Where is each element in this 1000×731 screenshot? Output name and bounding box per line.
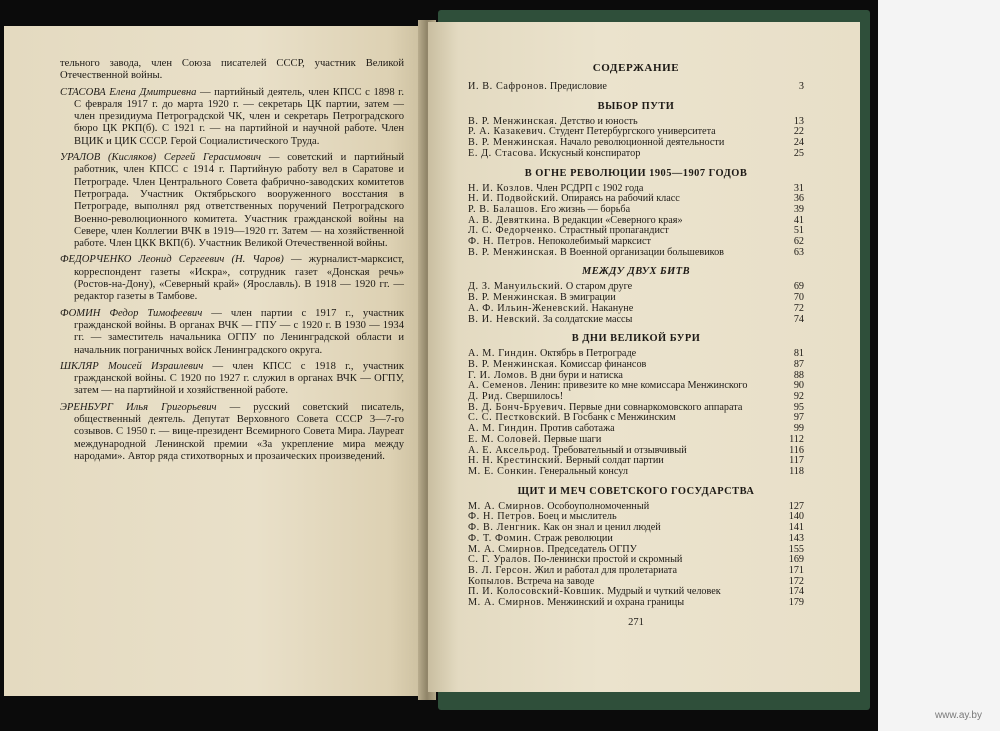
toc-entry-title: Требовательный и отзывчивый — [552, 444, 687, 456]
toc-entry-author: Д. Рид. — [468, 391, 504, 403]
toc-entry-page: 155 — [788, 543, 804, 555]
toc-entry-page: 31 — [793, 182, 804, 194]
biography-name: ФЕДОРЧЕНКО Леонид Сергеевич (Н. Чаров) — [60, 254, 284, 266]
toc-entry-title: Первые шаги — [543, 433, 602, 445]
biography-text: — русский советский писатель, общественный деятель. Депутат Верховного Совета СССР 3—7-го созывов. С 1950 г. — вице-президент Всемирного Совета Мира. Лауреат международной Ленинской премии «За укрепление мира между народами». Автор ряда стихотворных и прозаических произведений. — [74, 401, 404, 462]
toc-entry-title: Как он знал и ценил людей — [543, 522, 661, 534]
toc-entry-author: Ф. Т. Фомин. — [468, 532, 532, 544]
toc-entry-title: Начало революционной деятельности — [560, 137, 725, 149]
toc-entry-author: Копылов. — [468, 575, 515, 587]
toc-entry-title: За солдатские массы — [542, 313, 633, 325]
toc-entry-author: Г. И. Ломов. — [468, 369, 528, 381]
toc-entry-author: А. В. Девяткина. — [468, 214, 551, 226]
biography-entry — [60, 401, 404, 463]
biography-text: — член партии с 1917 г., участник гражданской войны. В органах ВЧК — ГПУ — с 1920 г. В 1930 — 1934 гг. — заместитель начальника ОГПУ по Ленинградской области и начальник пограничных войск Ленинградского округа. — [74, 307, 405, 356]
toc-entry-page: 95 — [793, 401, 804, 413]
toc-entry-page: 81 — [793, 348, 804, 360]
toc-entry-page: 13 — [793, 115, 804, 127]
toc-entry-title: Боец и мыслитель — [537, 511, 617, 523]
toc-entry-title: Октябрь в Петрограде — [540, 348, 637, 360]
toc-entry-page: 22 — [793, 126, 804, 138]
toc-entry-title: Искусный конспиратор — [539, 147, 641, 159]
toc-entry-author: Е. Д. Стасова. — [468, 147, 537, 159]
toc-entry-title: Свершилось! — [505, 391, 564, 403]
toc-entry-page: 63 — [793, 246, 804, 258]
toc-sections — [468, 101, 804, 609]
toc-entry-author: Н. Н. Крестинский. — [468, 455, 564, 467]
left-page — [4, 26, 424, 696]
toc-entry-author: М. А. Смирнов. — [468, 543, 545, 555]
toc-entry-page: 87 — [793, 358, 804, 370]
toc-entry-page: 116 — [789, 444, 804, 456]
toc-entry-author: Л. С. Федорченко. — [468, 225, 557, 237]
toc-entry-page: 143 — [788, 532, 804, 544]
toc-entry-page: 72 — [793, 302, 804, 314]
toc-entry-author: В. Р. Менжинская. — [468, 292, 558, 304]
toc-entry-page: 51 — [793, 225, 804, 237]
toc-entry-author: В. Р. Менжинская. — [468, 358, 558, 370]
toc-entry-title: Генеральный консул — [539, 465, 628, 477]
toc-entry-page: 174 — [788, 586, 804, 598]
toc-entry-page: 171 — [788, 564, 804, 576]
toc-entry-page: 118 — [789, 465, 804, 477]
toc-entry-page: 74 — [793, 313, 804, 325]
watermark: www.ay.by — [934, 710, 982, 721]
page-number: 271 — [628, 616, 644, 628]
toc-entry-title: Член РСДРП с 1902 года — [536, 182, 644, 194]
toc-entry-title: Непоколебимый марксист — [537, 236, 651, 248]
toc-entry-author: А. М. Гиндин. — [468, 423, 538, 435]
toc-entry-title: Председатель ОГПУ — [547, 543, 637, 555]
toc-entry-page: 169 — [788, 554, 804, 566]
toc-entry-title: Менжинский и охрана границы — [547, 597, 685, 609]
toc-entry-author: Ф. В. Ленгник. — [468, 522, 541, 534]
toc-entry-title: О старом друге — [565, 281, 633, 293]
biography-text: — журналист-марксист, корреспондент газеты «Искра», сотрудник газет «Донская речь» (Ростов-на-Дону), «Северный край» (Ярославль). В 1918 — 1920 гг. — редактор газеты в Тамбове. — [74, 254, 404, 303]
toc-entry-text — [468, 467, 780, 478]
right-page — [428, 22, 860, 692]
toc-entry-author: М. А. Смирнов. — [468, 597, 545, 609]
biography-text: — советский и партийный работник, член КПСС с 1914 г. Партийную работу вел в Саратове и Петрограде. Член Центрального Совета фабрично-заводских комитетов Петрограда. Участник Октябрьского вооруженного восстания в Петрограде, выполнял ряд ответственных поручений Петроградского Военно-революционного комитета. Участник гражданской войны на Севере, член Коллегии ВЧК в 1919—1920 гг. Затем — на хозяйственной работе. Член ЦКК ВКП(б). Участник Великой Отечественной войны. — [74, 152, 405, 250]
toc-entry-title: В Госбанк с Менжинским — [563, 412, 676, 424]
toc-entry-page: 97 — [793, 412, 804, 424]
toc-entry-title: Студент Петербургского университета — [548, 126, 716, 138]
toc-entry-author: А. Семенов. — [468, 380, 528, 392]
biography-name: ЭРЕНБУРГ Илья Григорьевич — [60, 401, 217, 413]
toc-section-title: МЕЖДУ ДВУХ БИТВ — [582, 266, 690, 278]
toc-entry-author: М. Е. Сонкин. — [468, 465, 538, 477]
biography-entry — [60, 254, 404, 303]
toc-entry-author: В. Р. Менжинская. — [468, 137, 558, 149]
toc-entry-author: Д. З. Мануильский. — [468, 281, 564, 293]
toc-entry-title: По-ленински простой и скромный — [533, 554, 683, 566]
toc-entry-title: В редакции «Северного края» — [552, 214, 683, 226]
toc-entry-page: 99 — [793, 423, 804, 435]
toc-entry-title: Опираясь на рабочий класс — [561, 193, 680, 205]
toc-entry-page: 117 — [789, 455, 804, 467]
toc-entry-author: В. Р. Менжинская. — [468, 115, 558, 127]
toc-entry-author: В. Р. Менжинская. — [468, 246, 558, 258]
toc-entry-author: В. И. Невский. — [468, 313, 541, 325]
toc-title: СОДЕРЖАНИЕ — [592, 62, 680, 74]
biography-name: СТАСОВА Елена Дмитриевна — [60, 86, 197, 98]
toc-entry-title: В дни бури и натиска — [530, 369, 623, 381]
toc-entry-text — [468, 82, 780, 93]
toc-entry-page: 41 — [793, 214, 804, 226]
toc-entry-author: В. Л. Герсон. — [468, 564, 533, 576]
toc-entry-page: 62 — [793, 236, 804, 248]
toc-entry-author: С. Г. Уралов. — [468, 554, 532, 566]
toc-entry-page: 141 — [788, 522, 804, 534]
toc-entry-page: 70 — [793, 292, 804, 304]
toc-entry-title: Против саботажа — [540, 423, 615, 435]
toc-entry-page: 3 — [798, 81, 804, 92]
toc-entry-title: Жил и работал для пролетариата — [534, 564, 677, 576]
biography-text: — член КПСС с 1918 г., участник гражданской войны. С 1920 по 1927 г. служил в органах ВЧК — ОГПУ, затем — на партийной и хозяйственной работе. — [74, 360, 404, 397]
toc-entry-title: Верный солдат партии — [565, 455, 664, 467]
biography-entry — [60, 360, 404, 398]
biography-entry — [60, 58, 404, 83]
toc-section-title: В ДНИ ВЕЛИКОЙ БУРИ — [571, 333, 701, 345]
biography-entry — [60, 152, 405, 250]
toc-entry-page: 92 — [793, 391, 804, 403]
biography-name: ШКЛЯР Моисей Израилевич — [60, 360, 204, 372]
toc-entry-title: Мудрый и чуткий человек — [607, 586, 721, 598]
toc-intro-row — [468, 82, 804, 93]
toc-entry-title: В эмиграции — [560, 292, 616, 304]
toc-entry — [468, 315, 804, 326]
toc-entry-author: М. А. Смирнов. — [468, 500, 545, 512]
toc-entry-author: А. Ф. Ильин-Женевский. — [468, 302, 589, 314]
toc-entry-page: 39 — [793, 203, 804, 215]
toc-entry-title: Встреча на заводе — [516, 575, 595, 587]
toc-entry — [468, 598, 804, 609]
toc-entry-text — [468, 149, 780, 160]
toc-section-title: В ОГНЕ РЕВОЛЮЦИИ 1905—1907 ГОДОВ — [524, 167, 748, 179]
biography-text: тельного завода, член Союза писателей СССР, участник Великой Отечественной войны. — [60, 58, 404, 82]
toc-entry-page: 88 — [793, 369, 804, 381]
toc-entry-page: 69 — [793, 281, 804, 293]
toc-entry-page: 127 — [788, 500, 804, 512]
toc-entry-title: Особоуполномоченный — [547, 500, 650, 512]
toc-entry-text — [468, 566, 780, 577]
toc-entry-page: 179 — [788, 597, 804, 609]
biography-entry — [60, 307, 405, 357]
toc-entry-author: Р. А. Казакевич. — [468, 126, 547, 138]
toc-entry-title: Его жизнь — борьба — [540, 203, 631, 215]
toc-entry-title: Первые дни совнаркомовского аппарата — [569, 401, 743, 413]
toc-entry-text — [468, 598, 780, 609]
toc-entry-author: А. М. Гиндин. — [468, 348, 538, 360]
toc-entry-title: Предисловие — [549, 81, 607, 92]
toc-entry-page: 25 — [793, 147, 804, 159]
toc-entry — [468, 149, 804, 160]
biography-text: — партийный деятель, член КПСС с 1898 г. С февраля 1917 г. до марта 1920 г. — секретарь ЦК партии, затем — член президиума Петроградской ЧК, член и секретарь Петроградского бюро ЦК РКП(б). С 1921 г. — на партийной и научной работе. Член ВЦИК и ЦИК СССР. Герой Социалистического Труда. — [74, 86, 404, 147]
toc-entry-author: П. И. Колосовский-Ковшик. — [468, 586, 605, 598]
toc-section-title: ЩИТ И МЕЧ СОВЕТСКОГО ГОСУДАРСТВА — [517, 485, 755, 497]
toc-entry-page: 90 — [793, 380, 804, 392]
biography-name: ФОМИН Федор Тимофеевич — [60, 307, 203, 319]
toc-entry-author: Ф. Н. Петров. — [468, 236, 536, 248]
toc-entry-title: В Военной организации большевиков — [560, 246, 724, 258]
toc-entry — [468, 248, 804, 259]
toc-entry-author: Ф. Н. Петров. — [468, 511, 536, 523]
toc-entry-page: 36 — [793, 193, 804, 205]
toc-entry-author: Н. И. Козлов. — [468, 182, 534, 194]
toc-entry-title: Ленин: привезите ко мне комиссара Менжинского — [529, 380, 748, 392]
toc-entry-title: Детство и юность — [560, 115, 638, 127]
toc-entry-title: Накануне — [591, 302, 634, 314]
toc-entry-author: Н. И. Подвойский. — [468, 193, 559, 205]
toc-entry-page: 112 — [789, 433, 804, 445]
toc-entry — [468, 467, 804, 478]
toc-entry-author: Е. М. Соловей. — [468, 433, 542, 445]
toc-entry-text — [468, 315, 780, 326]
toc-entry-author: С. С. Пестковский. — [468, 412, 561, 424]
toc-entry-page: 24 — [793, 137, 804, 149]
background — [878, 0, 1000, 731]
toc-section-title: ВЫБОР ПУТИ — [597, 100, 675, 112]
toc-entry-author: В. Д. Бонч-Бруевич. — [468, 401, 567, 413]
biography-list — [60, 58, 404, 463]
toc-entry-title: Комиссар финансов — [560, 358, 647, 370]
biography-entry — [60, 86, 404, 148]
toc-entry-text — [468, 248, 780, 259]
toc-entry-title: Страж революции — [534, 532, 613, 544]
toc-entry-author: Р. В. Балашов. — [468, 203, 539, 215]
toc-entry-page: 172 — [788, 575, 804, 587]
toc-entry-author: А. Е. Аксельрод. — [468, 444, 550, 456]
biography-name: УРАЛОВ (Кисляков) Сергей Герасимович — [60, 152, 261, 164]
toc-entry-author: И. В. Сафронов. — [468, 81, 548, 92]
toc-entry-page: 140 — [788, 511, 804, 523]
toc-entry-title: Страстный пропагандист — [559, 225, 669, 237]
